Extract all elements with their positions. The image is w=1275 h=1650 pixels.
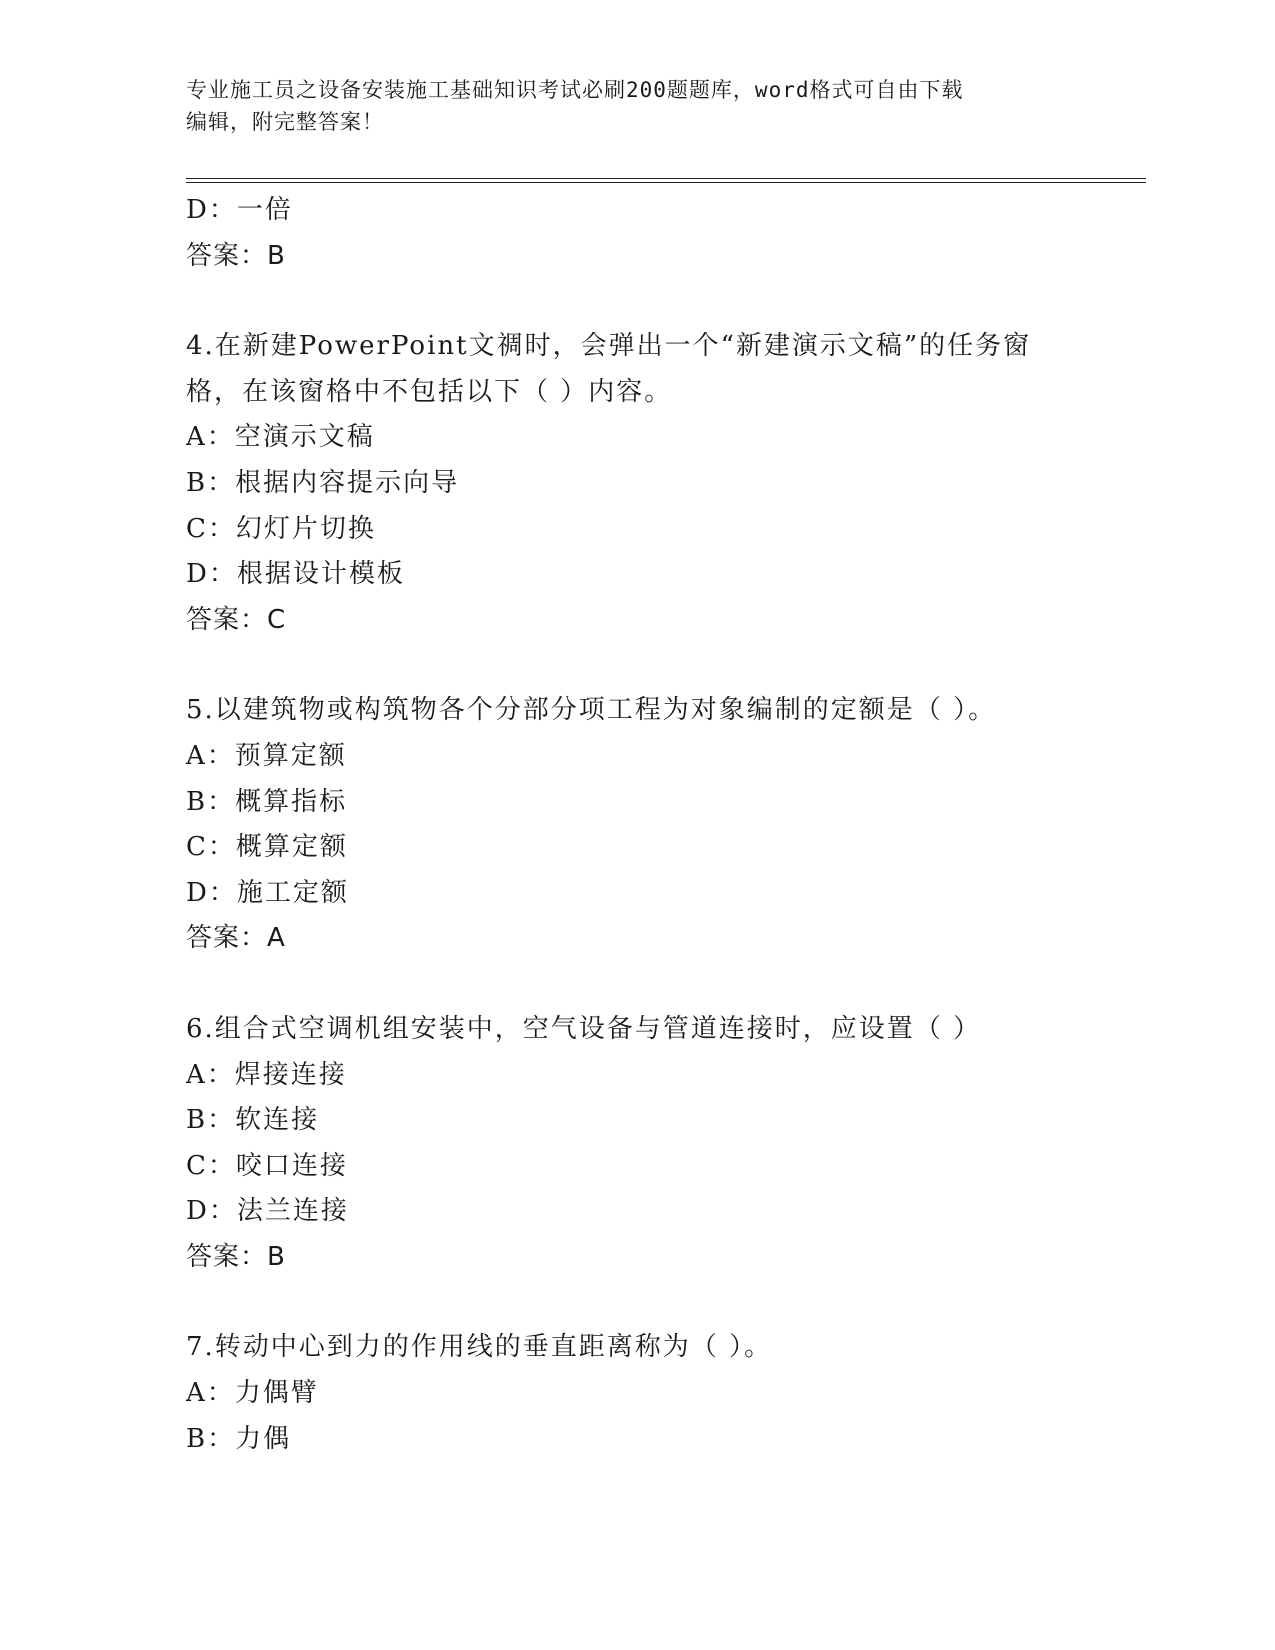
question-text-line: 5.以建筑物或构筑物各个分部分项工程为对象编制的定额是（ ）。 — [186, 695, 997, 726]
header-rule-bottom — [186, 182, 1146, 183]
option-line: D：一倍 — [186, 195, 293, 225]
question-block — [186, 1325, 1146, 1462]
header-rule-top — [186, 178, 1146, 179]
option-line: D：施工定额 — [186, 877, 349, 908]
answer-line: 答案：C — [186, 604, 287, 635]
option-line: C：咬口连接 — [186, 1150, 348, 1181]
header-line-2: 编辑，附完整答案！ — [186, 110, 384, 134]
question-text-line: 格，在该窗格中不包括以下（ ）内容。 — [186, 376, 673, 407]
option-line: B：力偶 — [186, 1423, 292, 1454]
question-block — [186, 324, 1146, 643]
question-text-line: 7.转动中心到力的作用线的垂直距离称为（ ）。 — [186, 1332, 773, 1363]
document-body — [186, 188, 1146, 1462]
question-text-line: 4.在新建PowerPoint文禂时，会弹出一个“新建演示文稿”的任务窗 — [186, 331, 1032, 362]
spacer — [186, 962, 1146, 1007]
header-line-1: 专业施工员之设备安装施工基础知识考试必刷200题题库，word格式可自由下载 — [186, 78, 964, 102]
option-line: B：概算指标 — [186, 786, 348, 817]
option-line: C：概算定额 — [186, 832, 348, 863]
option-line: A：预算定额 — [186, 740, 347, 771]
spacer — [186, 279, 1146, 324]
option-line: D：法兰连接 — [186, 1196, 349, 1227]
document-header — [186, 74, 1066, 138]
answer-line: 答案：B — [186, 240, 286, 271]
spacer — [186, 643, 1146, 688]
spacer — [186, 1280, 1146, 1325]
option-line: B：根据内容提示向导 — [186, 467, 460, 498]
question-text-line: 6.组合式空调机组安装中，空气设备与管道连接时，应设置（ ） — [186, 1013, 982, 1044]
question-block — [186, 688, 1146, 962]
option-line: A：空演示文稿 — [186, 422, 375, 453]
document-page — [186, 0, 1146, 1650]
option-line: D：根据设计模板 — [186, 559, 405, 590]
option-line: B：软连接 — [186, 1105, 320, 1136]
answer-line: 答案：B — [186, 1241, 286, 1272]
question-block — [186, 1007, 1146, 1281]
answer-line: 答案：A — [186, 923, 286, 954]
option-line: A：焊接连接 — [186, 1059, 347, 1090]
option-line: A：力偶臂 — [186, 1378, 319, 1409]
option-line: C：幻灯片切换 — [186, 513, 376, 544]
